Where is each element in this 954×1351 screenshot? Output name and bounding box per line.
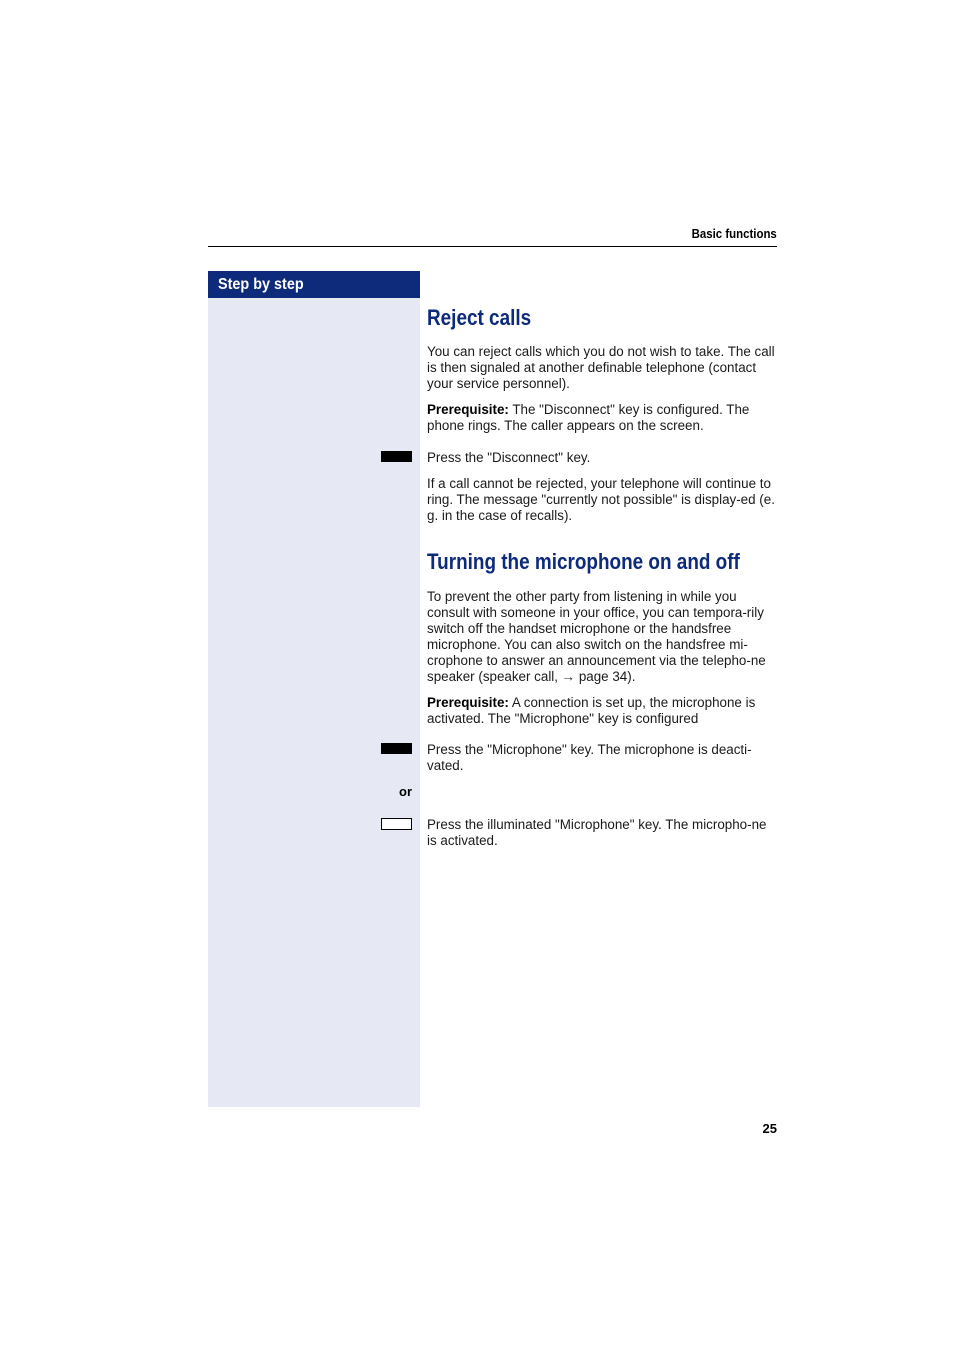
or-label: or <box>399 784 412 799</box>
page-number: 25 <box>762 1121 777 1136</box>
step-by-step-column <box>208 271 420 1107</box>
microphone-intro: To prevent the other party from listening in while you consult with someone in your office, you can tempora-rily switch off the handset microphone or the handsfree microphone. You can also switch on the handsfree mi-crophone to answer an announcement via the telepho-ne speaker (speaker call, → page 34). <box>427 589 766 684</box>
microphone-prerequisite: Prerequisite: A connection is set up, the microphone is activated. The "Microphone" key is configured <box>427 695 756 726</box>
header-divider <box>208 246 777 247</box>
reject-calls-heading: Reject calls <box>427 305 532 330</box>
running-header: Basic functions <box>691 226 777 241</box>
prerequisite-label: Prerequisite: <box>427 695 509 710</box>
reject-prerequisite: Prerequisite: The "Disconnect" key is configured. The phone rings. The caller appears on the screen. <box>427 402 750 433</box>
prerequisite-label: Prerequisite: <box>427 402 509 417</box>
reject-note: If a call cannot be rejected, your telephone will continue to ring. The message "currently not possible" is display-ed (e. g. in the case of recalls). <box>427 476 775 523</box>
microphone-heading: Turning the microphone on and off <box>427 549 740 574</box>
microphone-step-activate: Press the illuminated "Microphone" key. The micropho-ne is activated. <box>427 817 767 848</box>
key-unlit-icon <box>381 743 412 754</box>
reject-intro: You can reject calls which you do not wish to take. The call is then signaled at another definable telephone (contact your service personnel). <box>427 344 775 391</box>
microphone-step-deactivate: Press the "Microphone" key. The microphone is deacti-vated. <box>427 742 752 773</box>
key-lit-icon <box>381 818 412 830</box>
step-by-step-header: Step by step <box>208 271 420 298</box>
arrow-right-icon: → <box>561 669 576 684</box>
key-unlit-icon <box>381 451 412 462</box>
reject-step: Press the "Disconnect" key. <box>427 450 591 465</box>
